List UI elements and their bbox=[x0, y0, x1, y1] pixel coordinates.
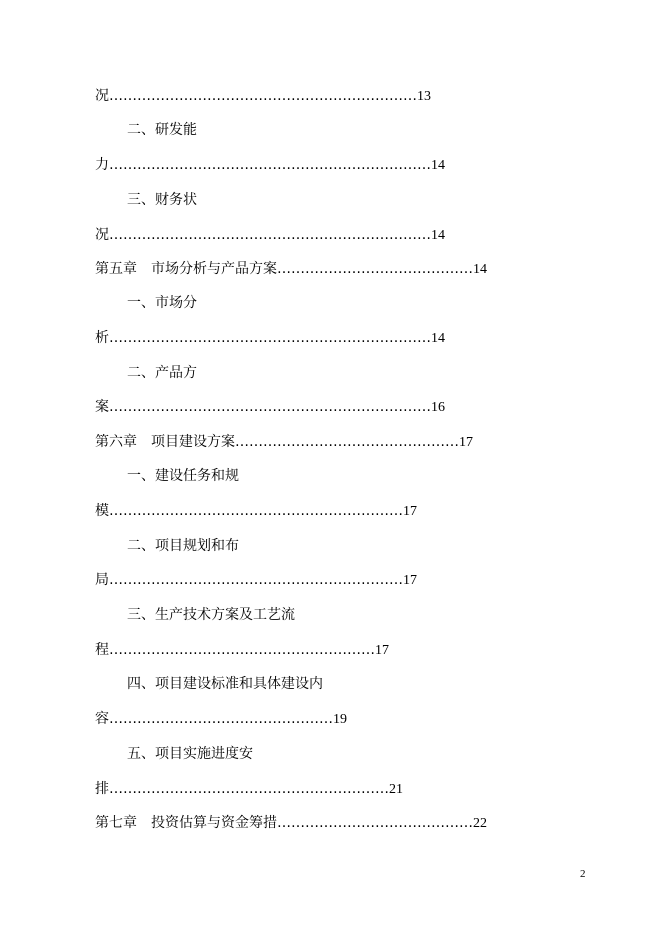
toc-line-12 bbox=[95, 500, 417, 522]
toc-text: 排 bbox=[95, 781, 109, 797]
toc-leader: ……………………………………………………… bbox=[109, 572, 403, 588]
toc-text: 二、项目规划和布 bbox=[127, 538, 239, 554]
toc-line-17 bbox=[127, 673, 323, 695]
toc-text: 五、项目实施进度安 bbox=[127, 746, 253, 762]
toc-leader: …………………………………………………………… bbox=[109, 227, 431, 243]
toc-line-14 bbox=[95, 569, 417, 591]
toc-text: 模 bbox=[95, 503, 109, 519]
toc-line-8 bbox=[127, 362, 197, 384]
toc-line-16 bbox=[95, 639, 389, 661]
toc-text: 二、产品方 bbox=[127, 365, 197, 381]
toc-leader: ……………………………………………………… bbox=[109, 503, 403, 519]
toc-line-6 bbox=[127, 292, 197, 314]
toc-text: 析 bbox=[95, 330, 109, 346]
toc-text: 程 bbox=[95, 642, 109, 658]
toc-line-11 bbox=[127, 465, 239, 487]
toc-line-20 bbox=[95, 778, 403, 800]
toc-line-2 bbox=[95, 154, 445, 176]
toc-leader: ………………………………………… bbox=[235, 434, 459, 450]
page-number: 2 bbox=[580, 868, 586, 880]
toc-page-number: 16 bbox=[431, 400, 445, 415]
toc-text: 四、项目建设标准和具体建设内 bbox=[127, 676, 323, 692]
toc-leader: ………………………………………………… bbox=[109, 642, 375, 658]
toc-leader: …………………………………………………………… bbox=[109, 330, 431, 346]
toc-line-21 bbox=[95, 812, 487, 834]
toc-page-number: 14 bbox=[431, 331, 445, 346]
toc-page-number: 22 bbox=[473, 816, 487, 831]
toc-leader: …………………………………………………… bbox=[109, 781, 389, 797]
toc-page-number: 21 bbox=[389, 782, 403, 797]
toc-text: 局 bbox=[95, 572, 109, 588]
toc-line-19 bbox=[127, 743, 253, 765]
toc-text: 力 bbox=[95, 157, 109, 173]
toc-leader: ………………………………………………………… bbox=[109, 88, 417, 104]
toc-page-number: 17 bbox=[403, 573, 417, 588]
toc-leader: …………………………………… bbox=[277, 261, 473, 277]
toc-text: 一、市场分 bbox=[127, 295, 197, 311]
toc-page-number: 13 bbox=[417, 89, 431, 104]
toc-text: 况 bbox=[95, 88, 109, 104]
toc-line-13 bbox=[127, 535, 239, 557]
toc-line-15 bbox=[127, 604, 295, 626]
toc-line-7 bbox=[95, 327, 445, 349]
toc-page-number: 17 bbox=[459, 435, 473, 450]
toc-text: 案 bbox=[95, 399, 109, 415]
toc-text: 三、生产技术方案及工艺流 bbox=[127, 607, 295, 623]
toc-line-18 bbox=[95, 708, 347, 730]
toc-leader: ………………………………………… bbox=[109, 711, 333, 727]
toc-line-3 bbox=[127, 189, 197, 211]
toc-text: 第五章 市场分析与产品方案 bbox=[95, 261, 277, 277]
toc-page-number: 17 bbox=[375, 643, 389, 658]
toc-line-9 bbox=[95, 396, 445, 418]
toc-text: 况 bbox=[95, 227, 109, 243]
toc-text: 第六章 项目建设方案 bbox=[95, 434, 235, 450]
toc-text: 容 bbox=[95, 711, 109, 727]
toc-line-10 bbox=[95, 431, 473, 453]
toc-text: 第七章 投资估算与资金筹措 bbox=[95, 815, 277, 831]
toc-line-4 bbox=[95, 224, 445, 246]
toc-leader: …………………………………………………………… bbox=[109, 157, 431, 173]
toc-page-number: 14 bbox=[431, 228, 445, 243]
toc-line-5 bbox=[95, 258, 487, 280]
toc-page-number: 14 bbox=[431, 158, 445, 173]
toc-text: 一、建设任务和规 bbox=[127, 468, 239, 484]
toc-page-number: 17 bbox=[403, 504, 417, 519]
toc-text: 二、研发能 bbox=[127, 122, 197, 138]
toc-page-number: 19 bbox=[333, 712, 347, 727]
toc-leader: …………………………………………………………… bbox=[109, 399, 431, 415]
toc-text: 三、财务状 bbox=[127, 192, 197, 208]
toc-leader: …………………………………… bbox=[277, 815, 473, 831]
toc-line-1 bbox=[127, 119, 197, 141]
toc-page-number: 14 bbox=[473, 262, 487, 277]
toc-line-0 bbox=[95, 85, 431, 107]
